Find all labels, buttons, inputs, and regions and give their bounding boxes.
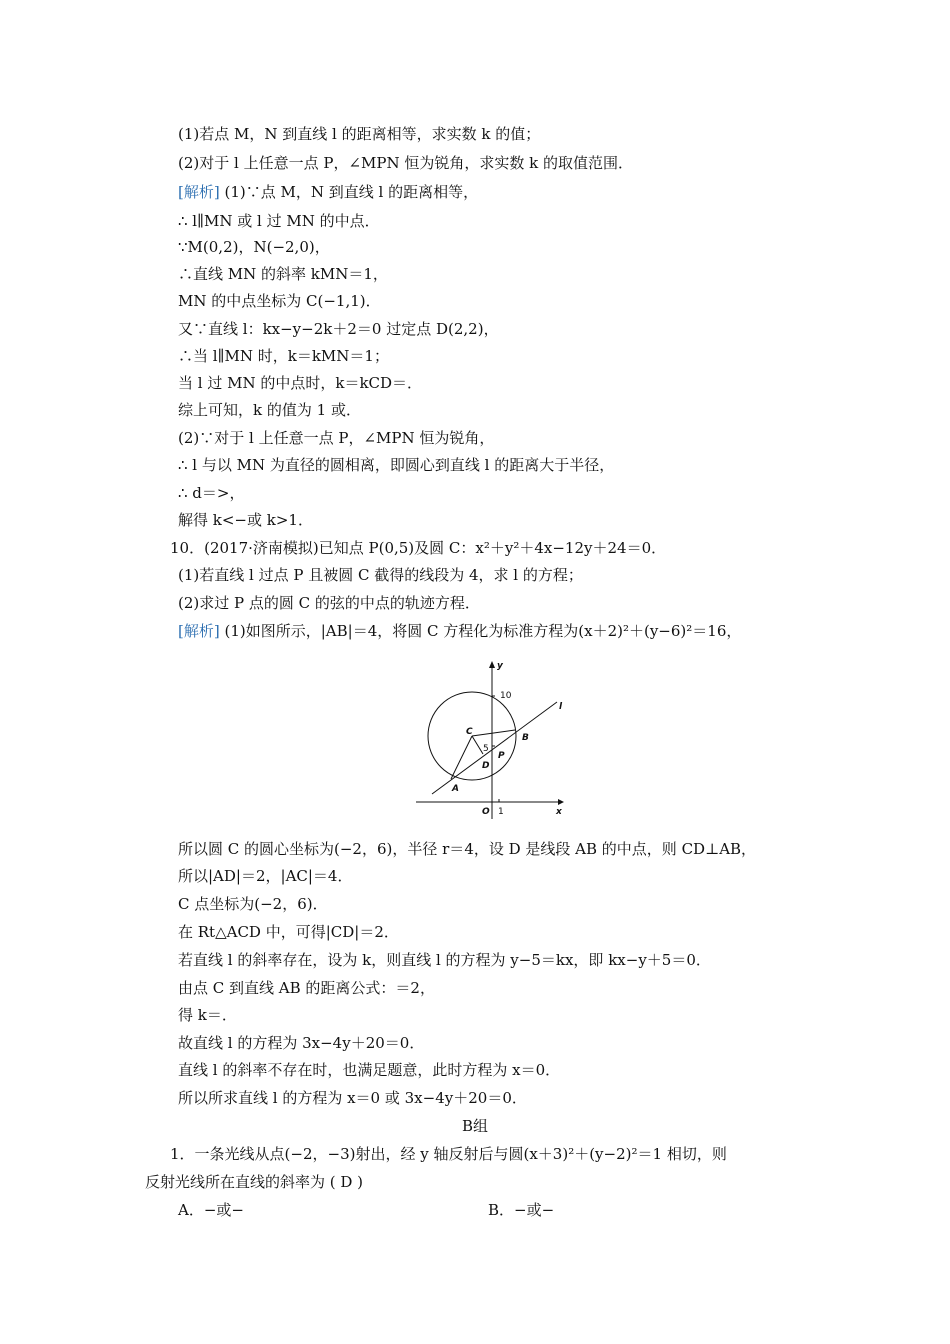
group-b-heading: B组 bbox=[461, 1117, 489, 1135]
p10-question-2: (2)求过 P 点的圆 C 的弦的中点的轨迹方程． bbox=[178, 594, 480, 612]
p10-stem: 10．(2017·济南模拟)已知点 P(0,5)及圆 C：x²＋y²＋4x−12y＋24＝0． bbox=[170, 539, 667, 557]
p9-s8: 当 l 过 MN 的中点时，k＝kCD＝． bbox=[178, 374, 423, 392]
label-x: x bbox=[556, 807, 562, 817]
p9-solution-line-1 bbox=[178, 182, 478, 202]
segment-cb bbox=[472, 730, 515, 736]
p9-s10: (2)∵对于 l 上任意一点 P，∠MPN 恒为锐角， bbox=[178, 429, 495, 447]
b1-line-1: 1．一条光线从点(−2，−3)射出，经 y 轴反射后与圆(x＋3)²＋(y−2)²＝1 相切，则 bbox=[170, 1145, 727, 1163]
p10-s10: 直线 l 的斜率不存在时，也满足题意，此时方程为 x＝0． bbox=[178, 1061, 561, 1079]
p9-s1: (1)∵点 M，N 到直线 l 的距离相等， bbox=[219, 183, 479, 201]
p9-s5: MN 的中点坐标为 C(−1,1)． bbox=[178, 292, 381, 310]
label-5: 5 bbox=[483, 744, 489, 754]
p10-s3: 所以|AD|＝2，|AC|＝4． bbox=[178, 867, 353, 885]
p10-question-1: (1)若直线 l 过点 P 且被圆 C 截得的线段为 4，求 l 的方程； bbox=[178, 566, 583, 584]
line-l bbox=[432, 702, 557, 794]
option-b: B．−或− bbox=[488, 1201, 555, 1219]
label-b: B bbox=[522, 733, 529, 743]
p9-s4: ∴直线 MN 的斜率 kMN＝1， bbox=[178, 265, 388, 283]
label-d: D bbox=[482, 761, 490, 771]
p10-s9: 故直线 l 的方程为 3x−4y＋20＝0． bbox=[178, 1034, 425, 1052]
label-a: A bbox=[452, 784, 459, 794]
p9-question-1: (1)若点 M，N 到直线 l 的距离相等，求实数 k 的值； bbox=[178, 125, 541, 143]
label-c: C bbox=[466, 727, 473, 737]
b1-line-2: 反射光线所在直线的斜率为 ( D ) bbox=[145, 1173, 364, 1191]
x-axis-arrow bbox=[558, 799, 564, 805]
p10-s6: 若直线 l 的斜率存在，设为 k，则直线 l 的方程为 y−5＝kx，即 kx−y＋5＝0． bbox=[178, 951, 711, 969]
p9-s6: 又∵直线 l：kx−y−2k＋2＝0 过定点 D(2,2)， bbox=[178, 320, 499, 338]
p10-s4: C 点坐标为(−2，6)． bbox=[178, 895, 328, 913]
p9-s9: 综上可知，k 的值为 1 或． bbox=[178, 401, 361, 419]
label-o: O bbox=[482, 807, 490, 817]
p9-question-2: (2)对于 l 上任意一点 P，∠MPN 恒为锐角，求实数 k 的取值范围． bbox=[178, 154, 633, 172]
solution-tag: [解析] bbox=[178, 622, 220, 640]
label-l: l bbox=[559, 702, 563, 712]
p9-s2: ∴ l∥MN 或 l 过 MN 的中点． bbox=[178, 212, 380, 230]
p9-s7: ∴当 l∥MN 时，k＝kMN＝1； bbox=[178, 347, 389, 365]
p10-solution-line-1 bbox=[178, 621, 741, 641]
circle-line-figure bbox=[412, 654, 572, 822]
label-p: P bbox=[498, 751, 505, 761]
p10-s8: 得 k＝． bbox=[178, 1006, 237, 1024]
p9-s12: ∴ d＝>， bbox=[178, 484, 245, 502]
p10-s7: 由点 C 到直线 AB 的距离公式：＝2， bbox=[178, 979, 435, 997]
p10-s11: 所以所求直线 l 的方程为 x＝0 或 3x−4y＋20＝0． bbox=[178, 1089, 527, 1107]
solution-tag: [解析] bbox=[178, 183, 220, 201]
p10-s5: 在 Rt△ACD 中，可得|CD|＝2． bbox=[178, 923, 399, 941]
label-y: y bbox=[497, 661, 503, 671]
p10-s1: (1)如图所示，|AB|＝4，将圆 C 方程化为标准方程为(x＋2)²＋(y−6)²＝16， bbox=[219, 622, 742, 640]
segment-cd bbox=[472, 736, 483, 754]
p9-s11: ∴ l 与以 MN 为直径的圆相离，即圆心到直线 l 的距离大于半径， bbox=[178, 456, 615, 474]
figure-svg bbox=[412, 654, 572, 822]
p9-s3: ∵M(0,2)，N(−2,0)， bbox=[178, 238, 330, 256]
p10-s2: 所以圆 C 的圆心坐标为(−2，6)，半径 r＝4，设 D 是线段 AB 的中点，则 CD⊥AB， bbox=[178, 840, 757, 858]
label-10: 10 bbox=[500, 691, 512, 701]
label-1: 1 bbox=[498, 807, 504, 817]
option-a: A．−或− bbox=[178, 1201, 244, 1219]
p9-s13: 解得 k<−或 k>1． bbox=[178, 511, 313, 529]
y-axis-arrow bbox=[489, 661, 495, 668]
